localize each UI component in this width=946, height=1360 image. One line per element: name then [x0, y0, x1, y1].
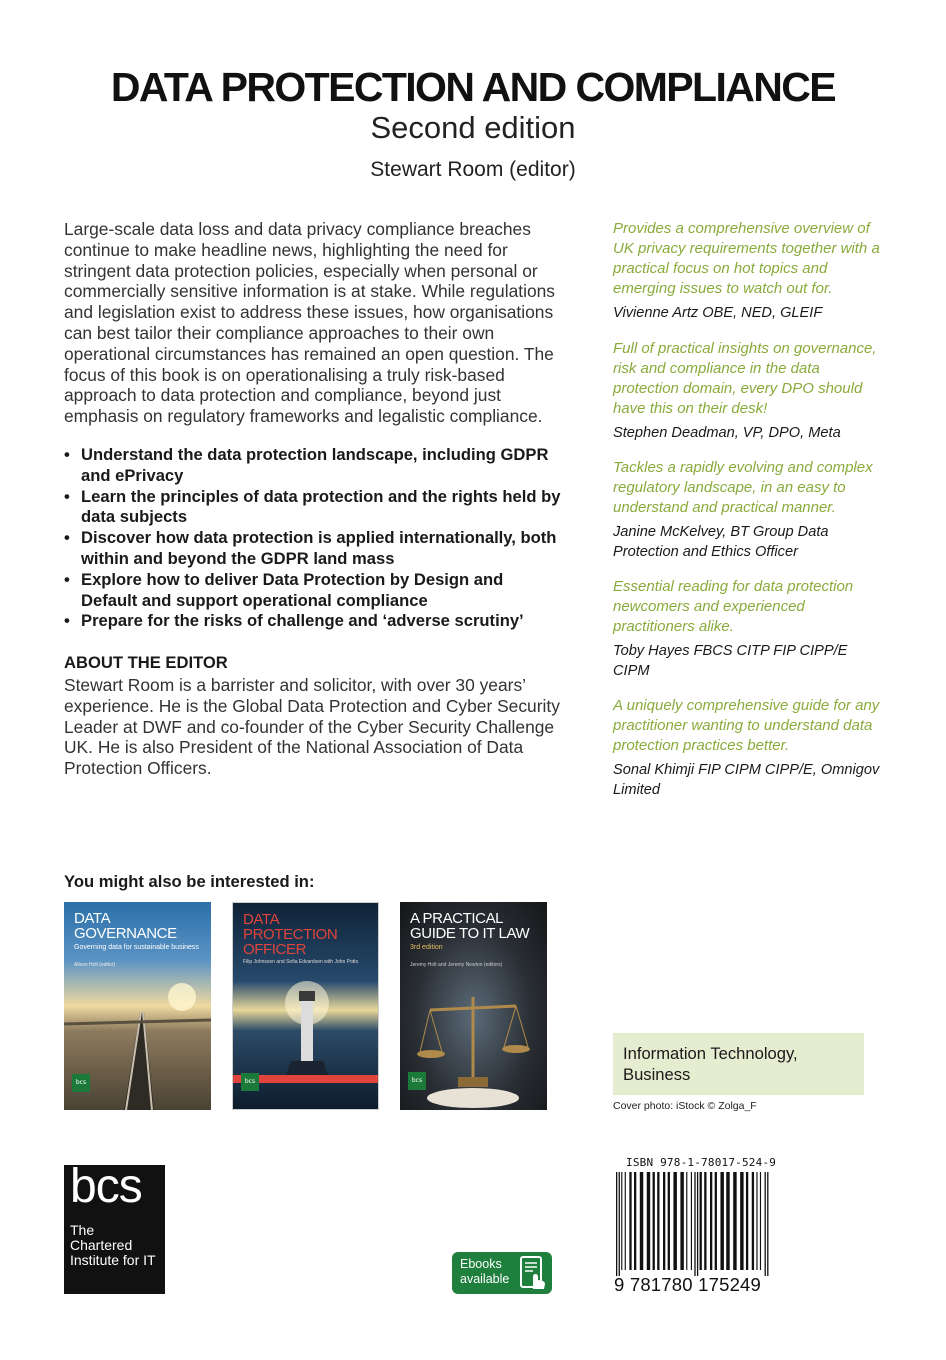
barcode-bar [634, 1172, 636, 1270]
barcode-bar [625, 1172, 626, 1270]
book-cover-it-law[interactable] [400, 902, 547, 1110]
isbn-barcode [614, 1172, 784, 1276]
book-title: A PRACTICAL GUIDE TO IT LAW [410, 910, 530, 942]
ebooks-label: Ebooks available [460, 1257, 510, 1286]
ereader-touch-icon [519, 1256, 547, 1290]
bcs-logo-icon: bcs [408, 1072, 426, 1090]
endorsement-author: Stephen Deadman, VP, DPO, Meta [613, 424, 841, 441]
endorsement [613, 696, 883, 800]
barcode-bar [720, 1172, 723, 1270]
barcode-bar [663, 1172, 665, 1270]
endorsement [613, 339, 883, 444]
book-title: DATA PROTECTION OFFICER [243, 911, 338, 958]
barcode-bar [760, 1172, 761, 1270]
endorsement-quote: Provides a comprehensive overview of UK privacy requirements together with a practical focus on hot topics and emerging issues to watch out for. [613, 220, 880, 297]
about-editor-text: Stewart Room is a barrister and solicitor, with over 30 years’ experience. He is the Global Data Protection and Cyber Security Leader at DWF and co-founder of the Cyber Security Challenge UK. He is also President of the National Association of Data Protection Officers. [64, 675, 560, 779]
barcode-bar [619, 1172, 620, 1276]
endorsement-author: Vivienne Artz OBE, NED, GLEIF [613, 305, 823, 321]
endorsement-author: Toby Hayes FBCS CITP FIP CIPP/E CIPM [613, 643, 848, 679]
subject-category: Information Technology, Business [613, 1033, 864, 1095]
barcode-bar [668, 1172, 670, 1270]
edition-label: Second edition [370, 110, 576, 145]
book-cover-data-protection-officer[interactable] [232, 902, 379, 1110]
ebooks-available-badge[interactable] [452, 1252, 552, 1294]
endorsement-author: Sonal Khimji FIP CIPM CIPP/E, Omnigov Limited [613, 762, 880, 798]
book-description: Large-scale data loss and data privacy compliance breaches continue to make headline news, highlighting the need for stringent data protection policies, especially when personal or commercially sensitive information is at stake. While regulations and legislation exist to address these issues, how organisations can best tailor their compliance approaches to their own operational circumstances has remained an open question. The focus of this book is on operationalising a truly risk-based approach to data protection and compliance, beyond just emphasis on regulatory frameworks and legalistic compliance. [64, 219, 555, 427]
barcode-digits: 9 781780 175249 [614, 1274, 762, 1295]
endorsements [613, 219, 883, 815]
barcode-bar [733, 1172, 736, 1270]
key-point: • Explore how to deliver Data Protection by Design and Default and support operational compliance [64, 570, 564, 612]
barcode-bar [767, 1172, 768, 1276]
barcode-bar [697, 1172, 698, 1276]
book-subtitle: Governing data for sustainable business [74, 944, 199, 951]
bcs-wordmark: bcs [70, 1165, 142, 1213]
key-point: • Discover how data protection is applied internationally, both within and beyond the GDPR land mass [64, 528, 564, 570]
book-authors: Filip Johnssen and Sofia Edvardsen with John Potts [243, 959, 359, 965]
book-title: DATA GOVERNANCE [74, 910, 177, 942]
barcode-bar [686, 1172, 687, 1270]
book-authors: Jeremy Holt and Jeremy Newton (editors) [410, 962, 503, 968]
editor-name: Stewart Room (editor) [370, 158, 576, 181]
barcode-bar [704, 1172, 706, 1270]
key-point: • Prepare for the risks of challenge and ‘adverse scrutiny’ [64, 611, 564, 632]
endorsement [613, 219, 883, 324]
barcode-bar [765, 1172, 766, 1276]
endorsement-quote: Essential reading for data protection newcomers and experienced practitioners alike. [613, 578, 854, 635]
key-points-list [64, 445, 564, 632]
endorsement-author: Janine McKelvey, BT Group Data Protection and Ethics Officer [613, 524, 829, 560]
book-authors: Alison Holt (editor) [74, 962, 116, 968]
barcode-bar [640, 1172, 643, 1270]
isbn-label: ISBN 978-1-78017-524-9 [626, 1156, 777, 1169]
barcode-bar [647, 1172, 650, 1270]
barcode-bar [616, 1172, 617, 1276]
bcs-publisher-logo [64, 1165, 165, 1294]
key-point: • Understand the data protection landscape, including GDPR and ePrivacy [64, 445, 564, 487]
related-books-heading: You might also be interested in: [64, 872, 315, 891]
endorsement-quote: Tackles a rapidly evolving and complex regulatory landscape, in an easy to understand and practical manner. [613, 459, 873, 516]
barcode-bar [629, 1172, 631, 1270]
barcode-bar [657, 1172, 659, 1270]
barcode-bar [756, 1172, 757, 1270]
bcs-logo-icon: bcs [241, 1073, 259, 1091]
endorsement-quote: Full of practical insights on governance, risk and compliance in the data protection domain, every DPO should have this on their desk! [613, 339, 877, 417]
barcode-bar [715, 1172, 717, 1270]
barcode-bar [691, 1172, 692, 1270]
endorsement-quote: A uniquely comprehensive guide for any practitioner wanting to understand data protection practices better. [613, 697, 880, 754]
book-subtitle: 3rd edition [410, 944, 443, 951]
barcode-bar [726, 1172, 729, 1270]
barcode-bar [752, 1172, 754, 1270]
key-point: • Learn the principles of data protection and the rights held by data subjects [64, 487, 564, 529]
barcode-bar [700, 1172, 702, 1270]
barcode-bar [673, 1172, 676, 1270]
barcode-bar [740, 1172, 743, 1270]
barcode-bar [653, 1172, 655, 1270]
barcode-bar [694, 1172, 695, 1276]
barcode-bar [746, 1172, 748, 1270]
publisher-tagline: The Chartered Institute for IT [70, 1222, 156, 1268]
barcode-bar [710, 1172, 712, 1270]
endorsement [613, 577, 883, 681]
barcode-bar [621, 1172, 622, 1270]
barcode-bar [680, 1172, 683, 1270]
about-editor-heading: ABOUT THE EDITOR [64, 653, 228, 672]
book-title: DATA PROTECTION AND COMPLIANCE [110, 64, 836, 110]
bcs-logo-icon: bcs [72, 1074, 90, 1092]
cover-photo-credit: Cover photo: iStock © Zolga_F [613, 1100, 757, 1112]
endorsement [613, 458, 883, 562]
book-cover-data-governance[interactable] [64, 902, 211, 1110]
